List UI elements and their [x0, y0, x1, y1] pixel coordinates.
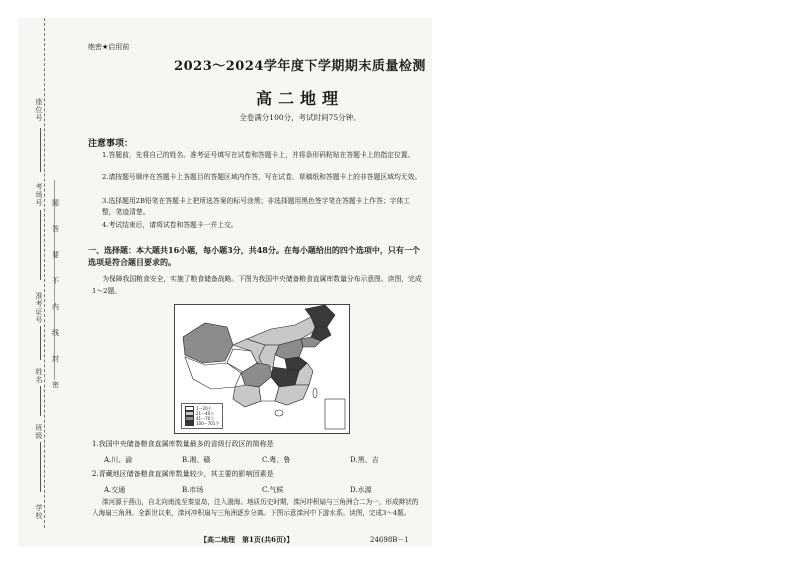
question-1-option-a[interactable]: A.川、渝 [104, 456, 133, 464]
question-2-stem: 2.青藏地区储备粮食直属库数量较少，其主要的影响因素是 [92, 470, 274, 478]
passage-text: 滦河源于燕山，自北向南流至秦皇岛，注入渤海。地质历史时期，滦河冲积扇与三角洲合二为一，形成辫状的入海扇三角洲。全新世以来，滦河冲积扇与三角洲逐步分离。下图示意滦河中下游水系。读图，完成3～4题。 [92, 498, 419, 517]
seal-word: 封 [52, 355, 59, 363]
note-item: 4.考试结束后，请将试卷和答题卡一并上交。 [102, 221, 238, 229]
seal-word: 密 [52, 381, 59, 389]
room-number-label: 考场号 [35, 183, 43, 207]
question-2-option-b[interactable]: B.市场 [182, 486, 204, 494]
question-1-stem: 1.我国中央储备粮食直属库数量最多的省级行政区的简称是 [92, 440, 274, 448]
seal-word: 要 [52, 251, 59, 259]
legend-label: 100～701个 [196, 421, 220, 426]
exam-id-label: 准考证号 [35, 292, 43, 324]
score-info: 全卷满分100分，考试时间75分钟。 [239, 113, 361, 122]
seal-word: 答 [52, 225, 59, 233]
seal-word: 内 [52, 303, 59, 311]
south-china-sea-inset [325, 399, 345, 429]
seat-number-label: 座位号 [35, 98, 43, 122]
note-item: 3.选择题用2B铅笔在答题卡上把所选答案的标号涂黑；非选择题用黑色签字笔在答题卡上作答；字体工整，笔迹清楚。 [102, 197, 411, 216]
exam-id-line [40, 326, 41, 360]
paper-code: 24698B－1 [370, 536, 409, 544]
name-label: 姓名 [35, 368, 43, 384]
question-1-option-b[interactable]: B.湘、赣 [182, 456, 211, 464]
china-map-figure [174, 304, 350, 434]
legend-label: 1～20个 [196, 406, 212, 411]
legend-label: 21～40个 [196, 411, 215, 416]
legend-label: 41～70个 [196, 416, 215, 421]
note-item: 1.答题前，先将自己的姓名、准考证号填写在试卷和答题卡上，并将条形码粘贴在答题卡上的指定位置。 [102, 151, 415, 159]
note-item: 2.请按题号顺序在答题卡上各题目的答题区域内作答，写在试卷、草稿纸和答题卡上的非答题区域均无效。 [102, 173, 422, 181]
binding-dashed-line [44, 18, 45, 528]
question-2-option-c[interactable]: C.气候 [262, 486, 284, 494]
section-heading: 一、选择题：本大题共16小题，每小题3分，共48分。在每小题给出的四个选项中，只有一个选项是符合题目要求的。 [88, 245, 420, 267]
question-1-option-d[interactable]: D.黑、吉 [350, 456, 379, 464]
exam-title: 2023～2024学年度下学期期末质量检测 [174, 59, 426, 74]
region-taiwan [313, 388, 317, 398]
subject-title: 高二地理 [255, 89, 344, 108]
question-1-option-c[interactable]: C.粤、鲁 [262, 456, 291, 464]
region-hainan [275, 410, 283, 416]
region-guangdong-fujian [275, 385, 309, 405]
region-xinjiang [183, 323, 233, 363]
question-2-option-d[interactable]: D.水源 [350, 486, 372, 494]
seat-number-line [40, 128, 41, 172]
school-label: 学校 [35, 504, 43, 520]
page-footer: 【高二地理 第1页(共6页)】 [200, 535, 294, 544]
notes-heading: 注意事项： [88, 139, 134, 149]
seal-word: 不 [52, 277, 59, 285]
name-line [40, 386, 41, 416]
legend-swatch [185, 421, 194, 426]
seal-word: 题 [52, 199, 59, 207]
class-line [40, 442, 41, 492]
seal-word: 线 [52, 329, 59, 337]
legend-item [185, 421, 219, 426]
question-2-option-a[interactable]: A.交通 [104, 486, 126, 494]
room-number-line [40, 210, 41, 280]
class-label: 班级 [35, 424, 43, 440]
region-yunnan [233, 385, 261, 407]
confidential-label: 绝密★启用前 [88, 43, 130, 51]
map-legend [181, 403, 223, 429]
question-intro: 为保障我国粮食安全，实施了粮食储备战略。下图为我国中央储备粮食直属库数量分布示意图。读图，完成1～2题。 [92, 275, 422, 295]
